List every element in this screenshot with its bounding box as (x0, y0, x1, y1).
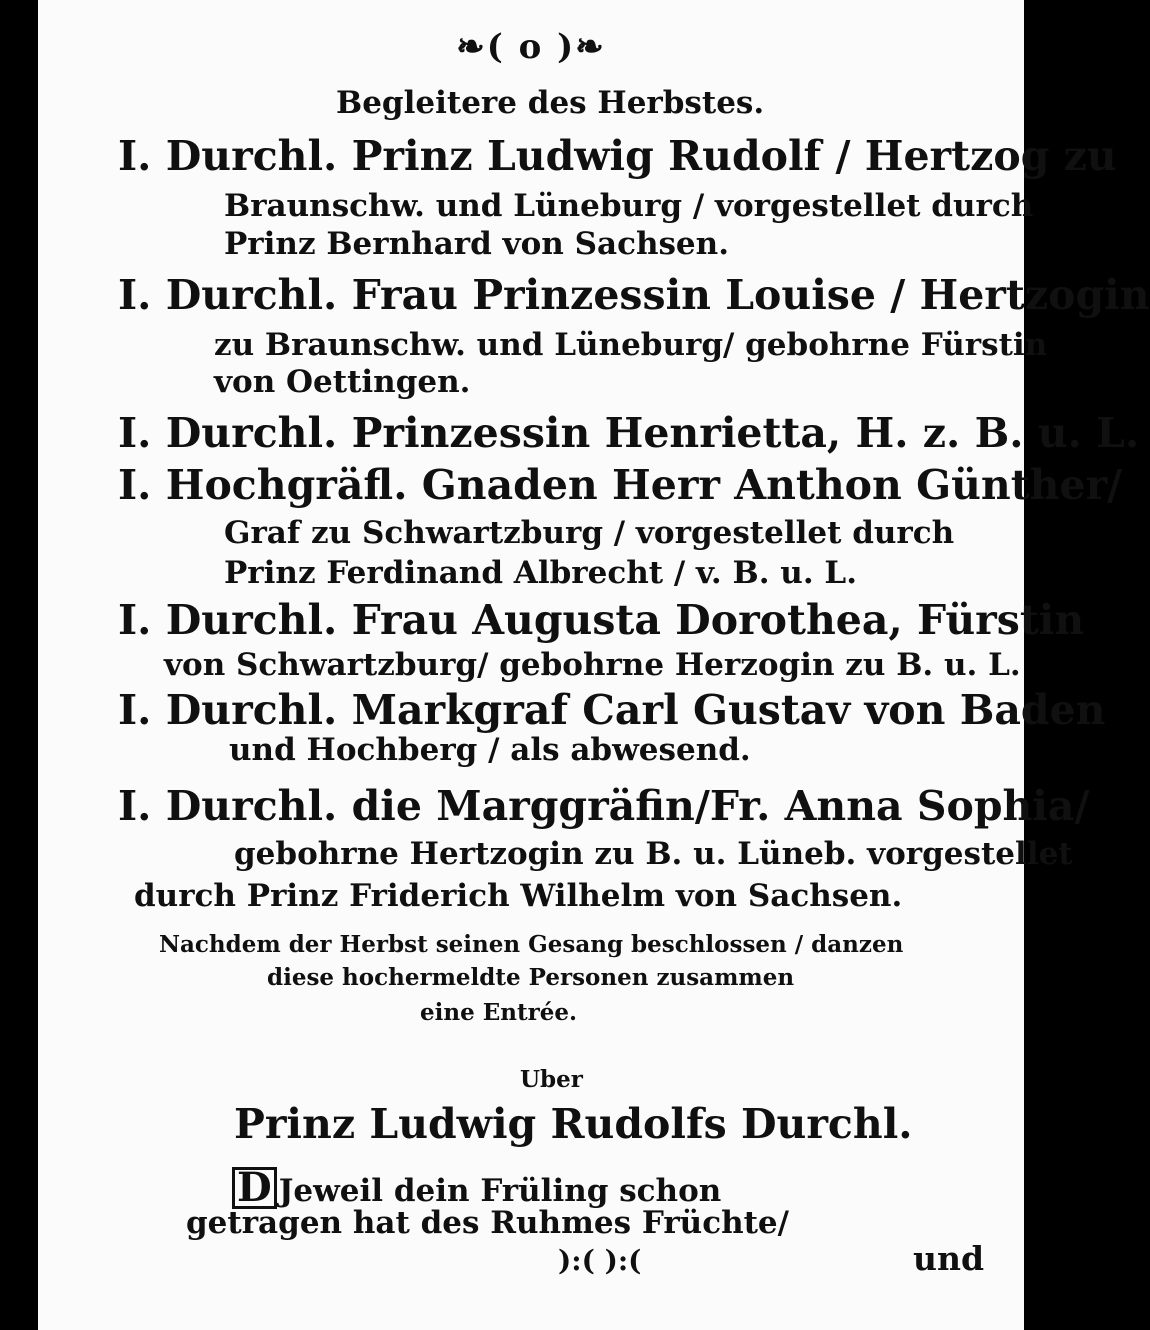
document-page (38, 0, 1150, 1330)
entry-4-line-2: Graf zu Schwartzburg / vorgestellet durch (224, 515, 955, 551)
entry-2-line-1: I. Durchl. Frau Prinzessin Louise / Hertzogin (118, 271, 1150, 319)
entry-3-line-1: I. Durchl. Prinzessin Henrietta, H. z. B. u. L. (118, 409, 1140, 457)
poem-over-title: Uber (520, 1066, 583, 1093)
entry-2-line-3: von Oettingen. (214, 364, 471, 400)
entry-1-line-2: Braunschw. und Lüneburg / vorgestellet durch (224, 188, 1034, 224)
entry-1-line-1: I. Durchl. Prinz Ludwig Rudolf / Hertzog zu (118, 132, 1117, 180)
section-title: Begleitere des Herbstes. (336, 85, 765, 121)
catchword: und (913, 1239, 985, 1278)
signature-marks: ):( ):( (558, 1244, 642, 1277)
entry-7-line-3: durch Prinz Friderich Wilhelm von Sachsen. (134, 878, 903, 914)
decorated-initial: D (232, 1167, 277, 1209)
entry-1-line-3: Prinz Bernhard von Sachsen. (224, 226, 729, 262)
page-header-ornament: ❧( o )❧ (456, 27, 606, 67)
entry-6-line-2: und Hochberg / als abwesend. (229, 732, 751, 768)
poem-title: Prinz Ludwig Rudolfs Durchl. (234, 1100, 913, 1148)
note-line-1: Nachdem der Herbst seinen Gesang beschlossen / danzen (159, 931, 904, 958)
entry-5-line-1: I. Durchl. Frau Augusta Dorothea, Fürstin (118, 596, 1085, 644)
entry-4-line-3: Prinz Ferdinand Albrecht / v. B. u. L. (224, 555, 857, 591)
entry-7-line-2: gebohrne Hertzogin zu B. u. Lüneb. vorgestellet (234, 836, 1073, 872)
entry-7-line-1: I. Durchl. die Marggräfin/Fr. Anna Sophia/ (118, 782, 1090, 830)
poem-line-1-text: Jeweil dein Früling schon (278, 1173, 722, 1209)
entry-5-line-2: von Schwartzburg/ gebohrne Herzogin zu B. u. L. (164, 647, 1021, 683)
note-line-3: eine Entrée. (420, 999, 578, 1026)
entry-2-line-2: zu Braunschw. und Lüneburg/ gebohrne Fürstin (214, 327, 1048, 363)
poem-line-2: getragen hat des Ruhmes Früchte/ (186, 1205, 789, 1241)
entry-6-line-1: I. Durchl. Markgraf Carl Gustav von Baden (118, 686, 1106, 734)
entry-4-line-1: I. Hochgräfl. Gnaden Herr Anthon Günther/ (118, 461, 1123, 509)
poem-line-1 (232, 1164, 722, 1211)
note-line-2: diese hochermeldte Personen zusammen (267, 964, 795, 991)
